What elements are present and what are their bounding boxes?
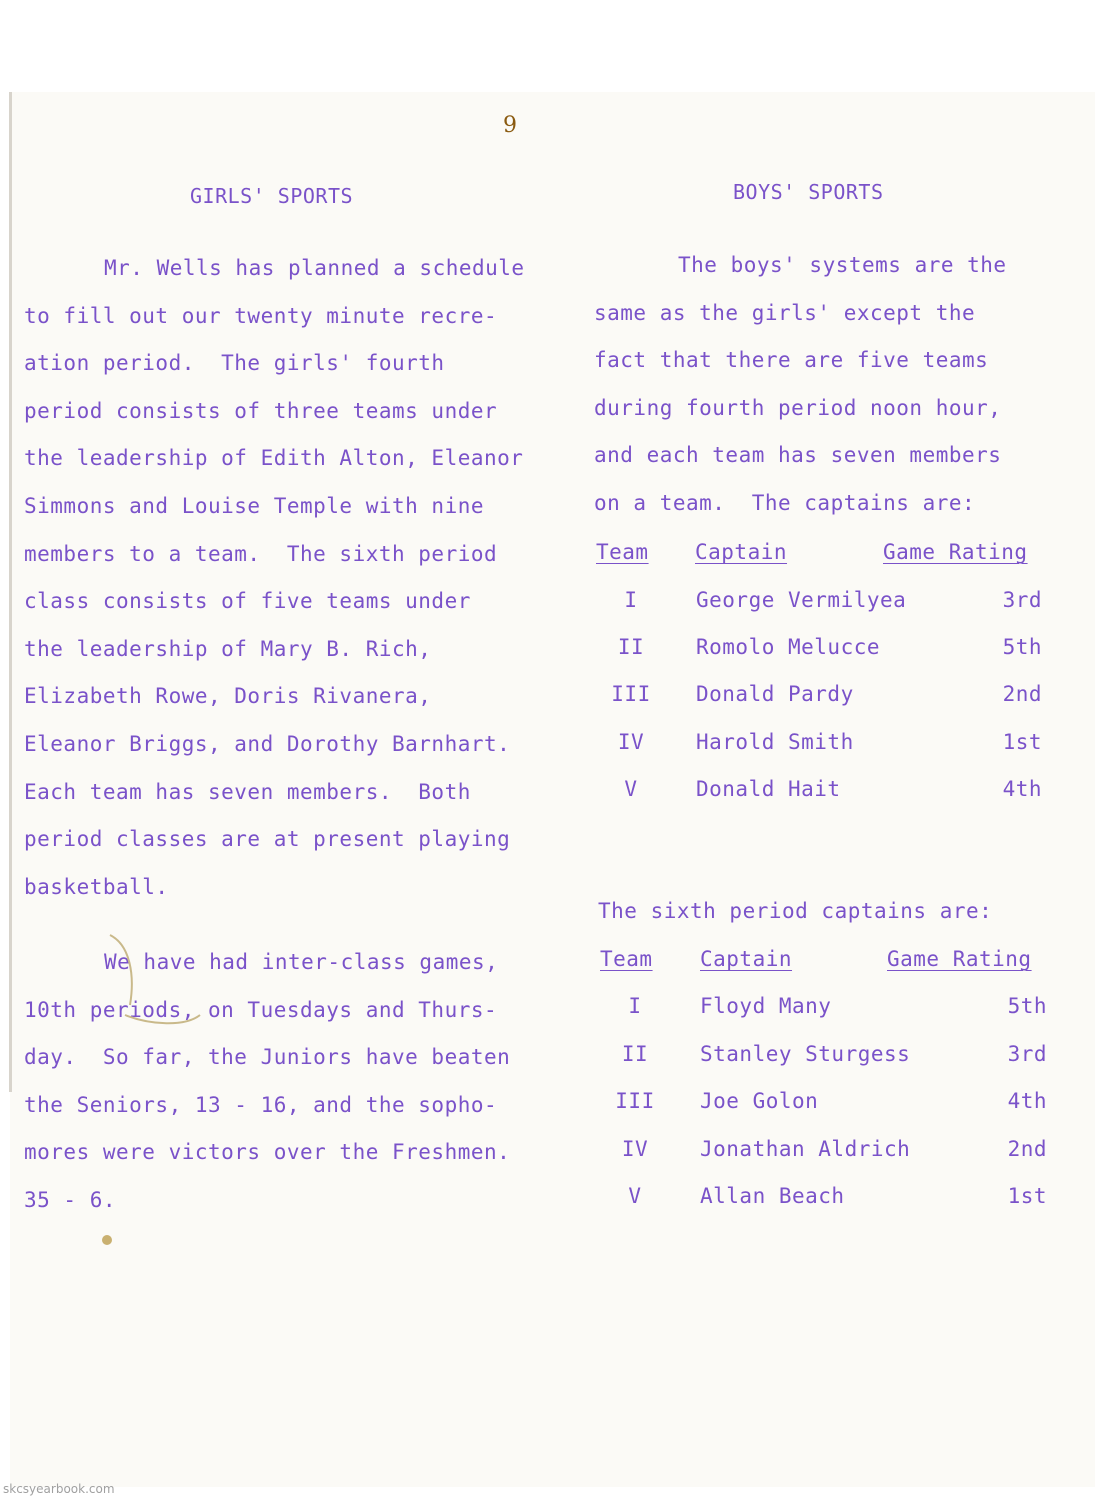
table2-cell-team: III bbox=[615, 1089, 655, 1113]
table2-header-game-rating: Game Rating bbox=[887, 947, 1032, 971]
table1-cell-rating: 2nd bbox=[1002, 682, 1042, 707]
table1-cell-captain: George Vermilyea bbox=[696, 588, 907, 612]
table2-cell-team: II bbox=[621, 1041, 649, 1066]
table2-cell-captain: Allan Beach bbox=[700, 1184, 845, 1208]
boys-intro-line: during fourth period noon hour, bbox=[594, 395, 1002, 420]
table2-cell-captain: Stanley Sturgess bbox=[700, 1041, 911, 1066]
girls-paragraph-1-line: ation period. The girls' fourth bbox=[24, 351, 445, 376]
table2-cell-rating: 3rd bbox=[1007, 1041, 1047, 1066]
girls-paragraph-2-line: day. So far, the Juniors have beaten bbox=[24, 1045, 511, 1070]
girls-paragraph-1-line: Elizabeth Rowe, Doris Rivanera, bbox=[24, 684, 432, 709]
table2-header-team: Team bbox=[600, 947, 653, 971]
table1-cell-team: III bbox=[611, 682, 651, 707]
girls-paragraph-1-line: Mr. Wells has planned a schedule bbox=[104, 256, 525, 280]
sixth-period-intro: The sixth period captains are: bbox=[598, 899, 993, 923]
page-number: 9 bbox=[503, 113, 517, 138]
table1-cell-rating: 1st bbox=[1002, 729, 1042, 754]
table1-cell-captain: Romolo Melucce bbox=[696, 635, 881, 660]
table2-header-captain: Captain bbox=[700, 947, 793, 971]
table1-cell-rating: 5th bbox=[1002, 635, 1042, 660]
girls-sports-heading: GIRLS' SPORTS bbox=[190, 184, 354, 208]
table2-cell-team: V bbox=[628, 1184, 642, 1208]
girls-paragraph-1-line: Eleanor Briggs, and Dorothy Barnhart. bbox=[24, 732, 511, 756]
girls-paragraph-1-line: basketball. bbox=[24, 874, 169, 899]
boys-intro-line: on a team. The captains are: bbox=[594, 490, 976, 515]
boys-intro-line: The boys' systems are the bbox=[678, 253, 1007, 277]
table1-cell-rating: 3rd bbox=[1002, 588, 1042, 612]
page-edge bbox=[9, 92, 12, 1092]
table2-cell-team: I bbox=[628, 994, 642, 1018]
girls-paragraph-1-line: Each team has seven members. Both bbox=[24, 779, 471, 804]
table1-header-captain: Captain bbox=[695, 540, 788, 564]
table2-cell-captain: Floyd Many bbox=[700, 994, 832, 1018]
girls-paragraph-2-line: the Seniors, 13 - 16, and the sopho- bbox=[24, 1092, 498, 1117]
table1-header-team: Team bbox=[596, 540, 649, 564]
table2-cell-rating: 4th bbox=[1007, 1089, 1047, 1113]
girls-paragraph-1-line: Simmons and Louise Temple with nine bbox=[24, 494, 485, 518]
boys-intro-line: same as the girls' except the bbox=[594, 300, 976, 325]
girls-paragraph-1-line: to fill out our twenty minute recre- bbox=[24, 303, 498, 328]
girls-paragraph-2-line: 35 - 6. bbox=[24, 1188, 117, 1212]
boys-intro-line: fact that there are five teams bbox=[594, 348, 989, 372]
table2-cell-captain: Joe Golon bbox=[700, 1089, 819, 1113]
table2-cell-rating: 2nd bbox=[1007, 1136, 1047, 1161]
girls-paragraph-1-line: the leadership of Edith Alton, Eleanor bbox=[24, 446, 524, 471]
table1-cell-team: V bbox=[624, 776, 638, 801]
table1-cell-team: II bbox=[617, 635, 645, 660]
girls-paragraph-2-line: 10th periods, on Tuesdays and Thurs- bbox=[24, 997, 498, 1022]
girls-paragraph-1-line: class consists of five teams under bbox=[24, 589, 471, 614]
girls-paragraph-1-line: the leadership of Mary B. Rich, bbox=[24, 636, 432, 661]
table1-cell-captain: Donald Hait bbox=[696, 776, 841, 801]
boys-intro-line: and each team has seven members bbox=[594, 443, 1002, 467]
watermark: skcsyearbook.com bbox=[3, 1482, 115, 1496]
table2-cell-rating: 5th bbox=[1007, 994, 1047, 1018]
table2-cell-rating: 1st bbox=[1007, 1184, 1047, 1208]
girls-paragraph-1-line: period consists of three teams under bbox=[24, 398, 498, 423]
table2-cell-captain: Jonathan Aldrich bbox=[700, 1136, 911, 1161]
table2-cell-team: IV bbox=[621, 1136, 649, 1161]
girls-paragraph-2-line: mores were victors over the Freshmen. bbox=[24, 1140, 511, 1165]
table1-cell-captain: Donald Pardy bbox=[696, 682, 854, 707]
table1-cell-captain: Harold Smith bbox=[696, 729, 854, 754]
boys-sports-heading: BOYS' SPORTS bbox=[733, 180, 884, 204]
table1-cell-team: I bbox=[624, 588, 638, 612]
table1-cell-rating: 4th bbox=[1002, 776, 1042, 801]
girls-paragraph-2-line: We have had inter-class games, bbox=[104, 950, 499, 974]
table1-header-game-rating: Game Rating bbox=[883, 540, 1028, 564]
girls-paragraph-1-line: period classes are at present playing bbox=[24, 827, 511, 852]
girls-paragraph-1-line: members to a team. The sixth period bbox=[24, 541, 498, 566]
table1-cell-team: IV bbox=[617, 729, 645, 754]
